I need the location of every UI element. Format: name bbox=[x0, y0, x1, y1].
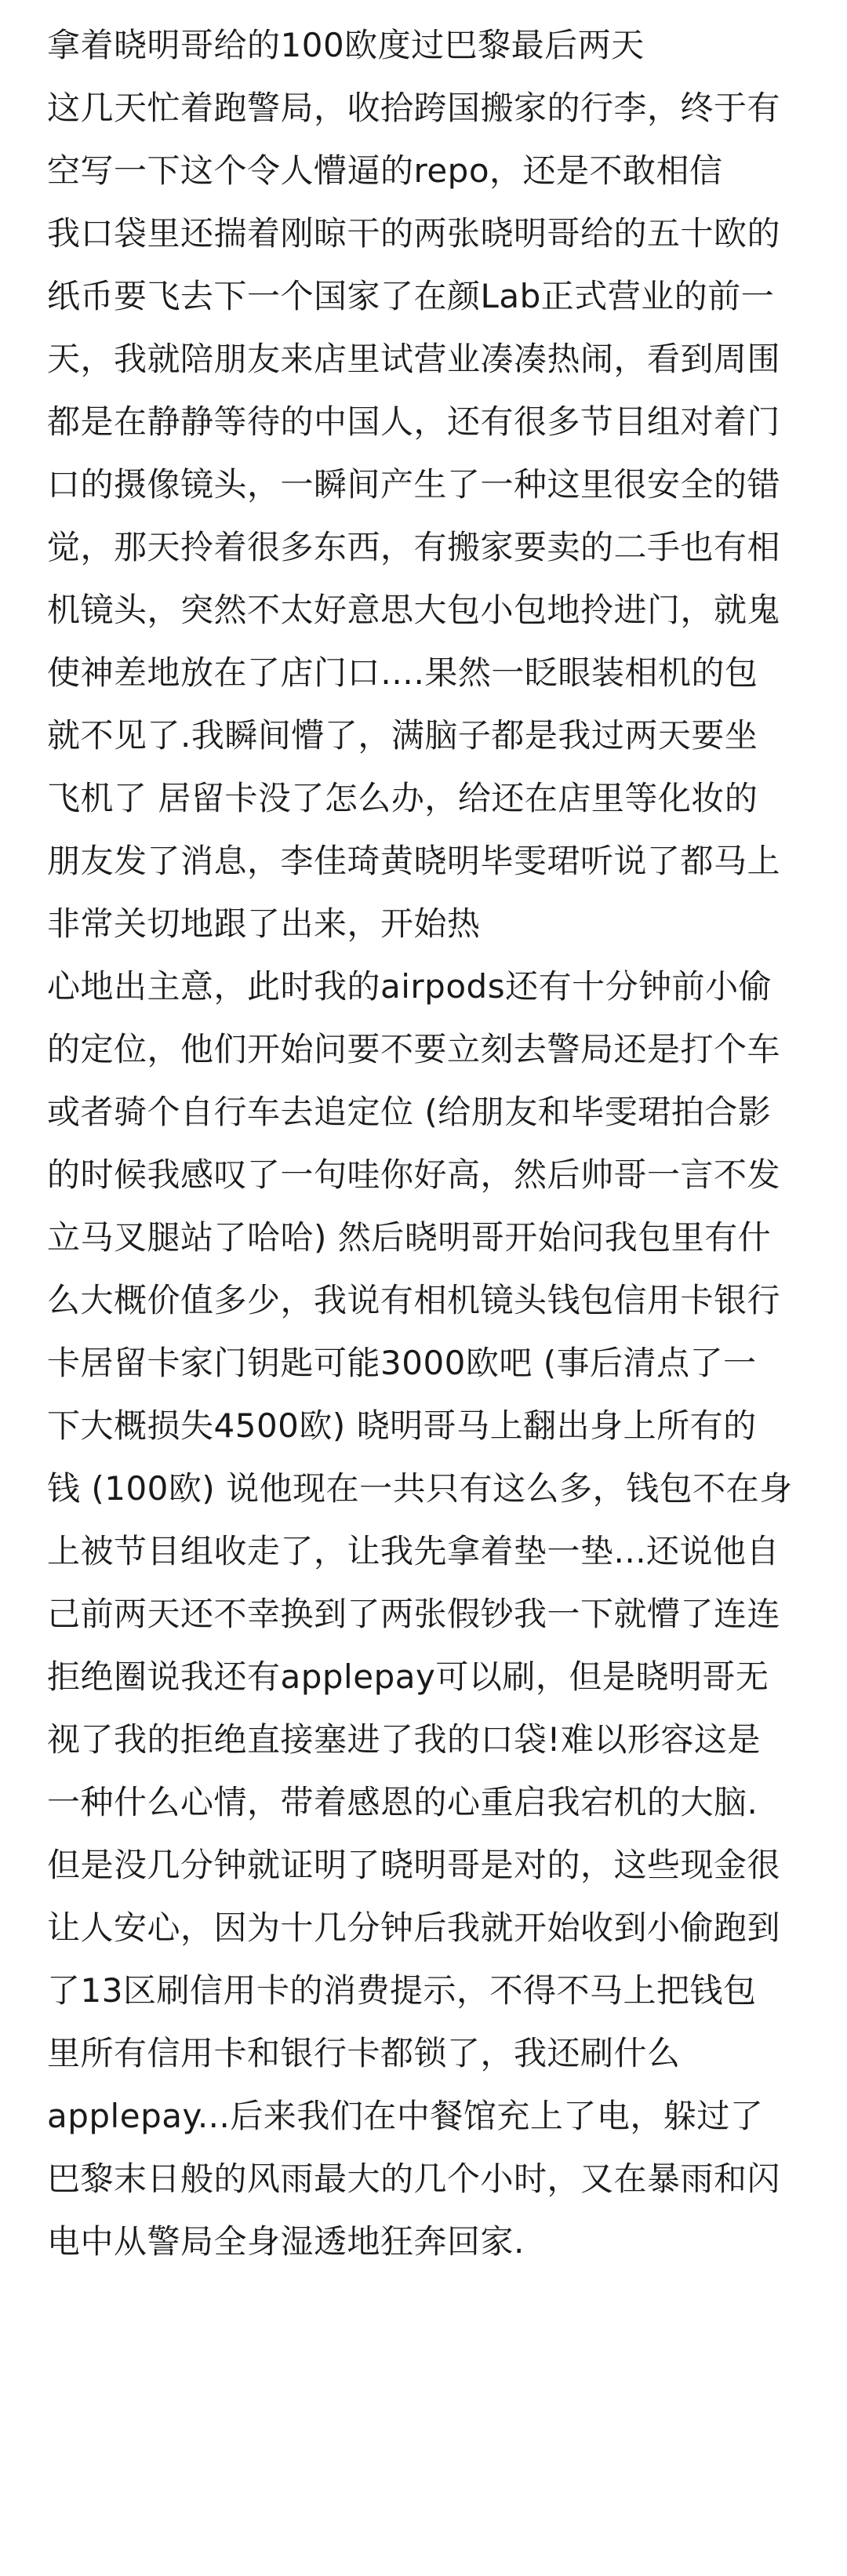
post-line: 己前两天还不幸换到了两张假钞我一下就懵了连连 bbox=[47, 1595, 781, 1633]
post-line: 钱 (100欧) 说他现在一共只有这么多，钱包不在身 bbox=[47, 1469, 793, 1508]
post-line: 心地出主意，此时我的airpods还有十分钟前小偷 bbox=[47, 967, 772, 1006]
post-line: 使神差地放在了店门口….果然一眨眼装相机的包 bbox=[47, 653, 758, 692]
post-line: 么大概价值多少，我说有相机镜头钱包信用卡银行 bbox=[47, 1281, 781, 1319]
post-line: 都是在静静等待的中国人，还有很多节目组对着门 bbox=[47, 402, 781, 441]
post-line: 上被节目组收走了，让我先拿着垫一垫...还说他自 bbox=[47, 1532, 780, 1570]
post-line: 空写一下这个令人懵逼的repo，还是不敢相信 bbox=[47, 151, 723, 190]
post-line: 巴黎末日般的风雨最大的几个小时，又在暴雨和闪 bbox=[47, 2159, 781, 2198]
post-body bbox=[47, 14, 816, 2273]
post-line: 我口袋里还揣着刚晾干的两张晓明哥给的五十欧的 bbox=[47, 214, 781, 253]
post-line: 下大概损失4500欧) 晓明哥马上翻出身上所有的 bbox=[47, 1406, 757, 1445]
post-line: 飞机了 居留卡没了怎么办，给还在店里等化妆的 bbox=[47, 779, 758, 817]
post-line: 立马叉腿站了哈哈) 然后晓明哥开始问我包里有什 bbox=[47, 1218, 772, 1257]
post-line: 或者骑个自行车去追定位 (给朋友和毕雯珺拍合影 bbox=[47, 1093, 772, 1131]
post-line: 就不见了.我瞬间懵了，满脑子都是我过两天要坐 bbox=[47, 716, 758, 755]
post-line: 觉，那天拎着很多东西，有搬家要卖的二手也有相 bbox=[47, 528, 781, 566]
post-line: 视了我的拒绝直接塞进了我的口袋!难以形容这是 bbox=[47, 1720, 761, 1759]
post-line: 一种什么心情，带着感恩的心重启我宕机的大脑. bbox=[47, 1783, 758, 1821]
post-line: 里所有信用卡和银行卡都锁了，我还刷什么 bbox=[47, 2034, 681, 2072]
post-line: 了13区刷信用卡的消费提示，不得不马上把钱包 bbox=[47, 1971, 757, 2010]
post-line: 的定位，他们开始问要不要立刻去警局还是打个车 bbox=[47, 1030, 781, 1068]
post-line: 的时候我感叹了一句哇你好高，然后帅哥一言不发 bbox=[47, 1155, 781, 1194]
post-line: 拒绝圈说我还有applepay可以刷，但是晓明哥无 bbox=[47, 1657, 769, 1696]
post-line: 机镜头，突然不太好意思大包小包地拎进门，就鬼 bbox=[47, 591, 781, 629]
post-line: 但是没几分钟就证明了晓明哥是对的，这些现金很 bbox=[47, 1846, 781, 1884]
post-line: 让人安心，因为十几分钟后我就开始收到小偷跑到 bbox=[47, 1908, 781, 1947]
post-line: 这几天忙着跑警局，收拾跨国搬家的行李，终于有 bbox=[47, 89, 781, 127]
post-title: 拿着晓明哥给的100欧度过巴黎最后两天 bbox=[47, 26, 645, 64]
post-line: 朋友发了消息，李佳琦黄晓明毕雯珺听说了都马上 bbox=[47, 842, 781, 880]
post-line: 天，我就陪朋友来店里试营业凑凑热闹，看到周围 bbox=[47, 340, 781, 378]
post-line: 卡居留卡家门钥匙可能3000欧吧 (事后清点了一 bbox=[47, 1344, 757, 1382]
post-line: 口的摄像镜头，一瞬间产生了一种这里很安全的错 bbox=[47, 465, 781, 504]
post-line: 纸币要飞去下一个国家了在颜Lab正式营业的前一 bbox=[47, 277, 775, 315]
post-line: 非常关切地跟了出来，开始热 bbox=[47, 904, 481, 943]
post-line: applepay...后来我们在中餐馆充上了电，躲过了 bbox=[47, 2097, 764, 2135]
post-line: 电中从警局全身湿透地狂奔回家. bbox=[47, 2222, 525, 2261]
